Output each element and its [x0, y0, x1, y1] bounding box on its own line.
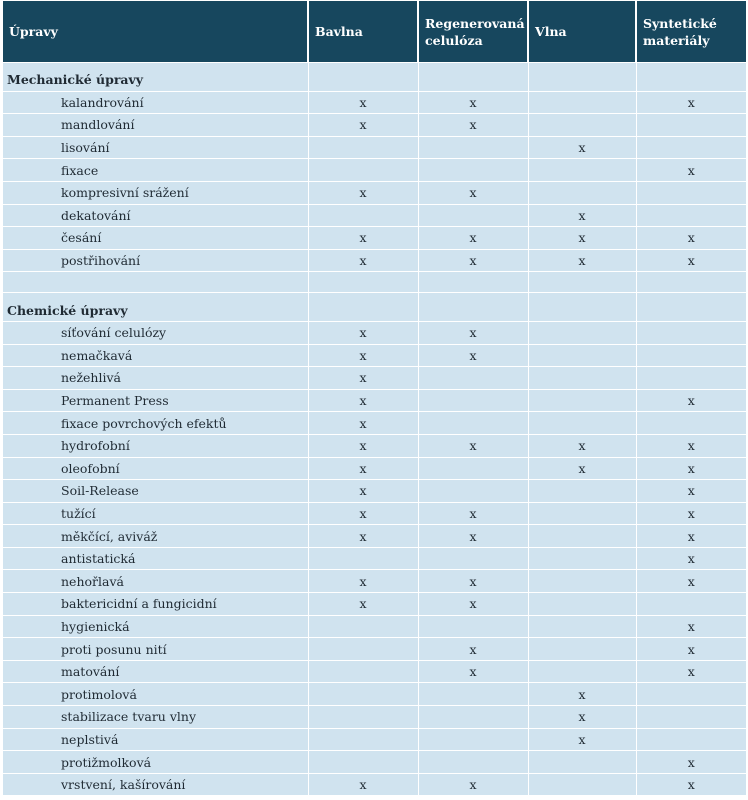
mark-regenerated-cellulose — [418, 547, 528, 570]
mark-cotton: x — [308, 457, 418, 480]
mark-regenerated-cellulose — [418, 136, 528, 159]
table-row — [3, 249, 746, 272]
treatment-label: protimolová — [3, 683, 308, 706]
table-row — [3, 136, 746, 159]
treatment-label: oleofobní — [3, 457, 308, 480]
mark-wool — [528, 389, 636, 412]
spacer-cell — [308, 272, 418, 293]
mark-regenerated-cellulose: x — [418, 434, 528, 457]
treatment-label: kompresivní srážení — [3, 181, 308, 204]
mark-cotton: x — [308, 344, 418, 367]
treatment-label: matování — [3, 660, 308, 683]
treatment-label: síťování celulózy — [3, 321, 308, 344]
table-body — [3, 63, 746, 796]
mark-wool: x — [528, 706, 636, 729]
mark-wool — [528, 615, 636, 638]
mark-wool: x — [528, 457, 636, 480]
mark-cotton: x — [308, 773, 418, 795]
mark-synthetic — [636, 114, 746, 137]
treatment-label: nežehlivá — [3, 367, 308, 390]
mark-wool: x — [528, 434, 636, 457]
table-row — [3, 91, 746, 114]
mark-synthetic: x — [636, 615, 746, 638]
mark-wool — [528, 525, 636, 548]
table-row — [3, 412, 746, 435]
table-row — [3, 525, 746, 548]
mark-synthetic — [636, 728, 746, 751]
section-empty-cell — [528, 293, 636, 322]
section-empty-cell — [308, 63, 418, 92]
treatment-label: hygienická — [3, 615, 308, 638]
mark-regenerated-cellulose — [418, 389, 528, 412]
mark-wool — [528, 502, 636, 525]
mark-regenerated-cellulose: x — [418, 502, 528, 525]
mark-cotton: x — [308, 91, 418, 114]
mark-regenerated-cellulose: x — [418, 227, 528, 250]
mark-cotton — [308, 204, 418, 227]
mark-regenerated-cellulose — [418, 751, 528, 774]
mark-wool — [528, 181, 636, 204]
mark-cotton — [308, 615, 418, 638]
table-row — [3, 615, 746, 638]
mark-cotton — [308, 547, 418, 570]
mark-synthetic: x — [636, 570, 746, 593]
mark-regenerated-cellulose: x — [418, 773, 528, 795]
mark-cotton: x — [308, 367, 418, 390]
header-treatments: Úpravy — [3, 1, 308, 63]
mark-wool — [528, 91, 636, 114]
mark-synthetic: x — [636, 502, 746, 525]
treatment-label: měkčící, aviváž — [3, 525, 308, 548]
spacer-cell — [636, 272, 746, 293]
mark-synthetic — [636, 683, 746, 706]
mark-synthetic: x — [636, 227, 746, 250]
mark-wool: x — [528, 204, 636, 227]
mark-wool — [528, 638, 636, 661]
table-row — [3, 434, 746, 457]
treatments-table — [3, 1, 746, 795]
treatment-label: fixace — [3, 159, 308, 182]
mark-regenerated-cellulose: x — [418, 249, 528, 272]
mark-wool — [528, 751, 636, 774]
mark-wool: x — [528, 249, 636, 272]
treatments-table-container — [3, 1, 746, 795]
mark-wool: x — [528, 227, 636, 250]
mark-wool — [528, 114, 636, 137]
mark-cotton: x — [308, 181, 418, 204]
mark-regenerated-cellulose: x — [418, 660, 528, 683]
mark-synthetic: x — [636, 660, 746, 683]
mark-synthetic: x — [636, 638, 746, 661]
mark-regenerated-cellulose: x — [418, 114, 528, 137]
table-row — [3, 181, 746, 204]
mark-wool — [528, 159, 636, 182]
spacer-cell — [528, 272, 636, 293]
mark-wool — [528, 367, 636, 390]
mark-wool: x — [528, 683, 636, 706]
mark-regenerated-cellulose: x — [418, 525, 528, 548]
mark-cotton — [308, 683, 418, 706]
mark-synthetic: x — [636, 525, 746, 548]
treatment-label: proti posunu nití — [3, 638, 308, 661]
table-row — [3, 547, 746, 570]
header-row — [3, 1, 746, 63]
mark-regenerated-cellulose — [418, 683, 528, 706]
table-row — [3, 751, 746, 774]
treatment-label: dekatování — [3, 204, 308, 227]
section-empty-cell — [418, 293, 528, 322]
mark-synthetic — [636, 593, 746, 616]
mark-cotton — [308, 159, 418, 182]
mark-wool: x — [528, 728, 636, 751]
treatment-label: kalandrování — [3, 91, 308, 114]
table-row — [3, 114, 746, 137]
mark-cotton: x — [308, 249, 418, 272]
mark-cotton: x — [308, 114, 418, 137]
mark-wool — [528, 547, 636, 570]
mark-cotton: x — [308, 480, 418, 503]
treatment-label: protižmolková — [3, 751, 308, 774]
mark-cotton: x — [308, 434, 418, 457]
table-row — [3, 321, 746, 344]
mark-cotton — [308, 751, 418, 774]
mark-wool — [528, 773, 636, 795]
mark-regenerated-cellulose — [418, 728, 528, 751]
table-row — [3, 204, 746, 227]
mark-wool — [528, 593, 636, 616]
mark-cotton: x — [308, 227, 418, 250]
mark-wool — [528, 344, 636, 367]
table-row — [3, 502, 746, 525]
mark-regenerated-cellulose: x — [418, 181, 528, 204]
mark-wool — [528, 412, 636, 435]
treatment-label: Soil-Release — [3, 480, 308, 503]
section-empty-cell — [636, 293, 746, 322]
section-header-row — [3, 63, 746, 92]
mark-synthetic: x — [636, 249, 746, 272]
table-row — [3, 706, 746, 729]
mark-synthetic: x — [636, 480, 746, 503]
mark-synthetic — [636, 204, 746, 227]
treatment-label: stabilizace tvaru vlny — [3, 706, 308, 729]
section-empty-cell — [418, 63, 528, 92]
section-empty-cell — [636, 63, 746, 92]
mark-regenerated-cellulose: x — [418, 593, 528, 616]
table-row — [3, 773, 746, 795]
spacer-cell — [3, 272, 308, 293]
mark-cotton: x — [308, 502, 418, 525]
mark-cotton — [308, 638, 418, 661]
header-cotton: Bavlna — [308, 1, 418, 63]
mark-regenerated-cellulose: x — [418, 638, 528, 661]
table-header — [3, 1, 746, 63]
treatment-label: vrstvení, kašírování — [3, 773, 308, 795]
mark-cotton: x — [308, 570, 418, 593]
mark-regenerated-cellulose — [418, 706, 528, 729]
mark-regenerated-cellulose: x — [418, 344, 528, 367]
treatment-label: postřihování — [3, 249, 308, 272]
section-empty-cell — [308, 293, 418, 322]
treatment-label: neplstivá — [3, 728, 308, 751]
mark-regenerated-cellulose — [418, 615, 528, 638]
mark-synthetic: x — [636, 773, 746, 795]
treatment-label: tužící — [3, 502, 308, 525]
section-spacer-row — [3, 272, 746, 293]
header-regenerated-cellulose: Regenerovaná celulóza — [418, 1, 528, 63]
treatment-label: Permanent Press — [3, 389, 308, 412]
spacer-cell — [418, 272, 528, 293]
mark-cotton: x — [308, 321, 418, 344]
mark-synthetic — [636, 367, 746, 390]
mark-regenerated-cellulose — [418, 457, 528, 480]
mark-synthetic: x — [636, 389, 746, 412]
mark-synthetic — [636, 136, 746, 159]
header-wool: Vlna — [528, 1, 636, 63]
mark-regenerated-cellulose: x — [418, 321, 528, 344]
mark-regenerated-cellulose — [418, 159, 528, 182]
mark-synthetic: x — [636, 159, 746, 182]
mark-regenerated-cellulose — [418, 412, 528, 435]
mark-wool — [528, 570, 636, 593]
treatment-label: hydrofobní — [3, 434, 308, 457]
section-header-row — [3, 293, 746, 322]
table-row — [3, 367, 746, 390]
table-row — [3, 728, 746, 751]
section-title: Chemické úpravy — [3, 293, 308, 322]
mark-regenerated-cellulose — [418, 367, 528, 390]
mark-cotton: x — [308, 525, 418, 548]
mark-wool: x — [528, 136, 636, 159]
section-empty-cell — [528, 63, 636, 92]
mark-cotton — [308, 136, 418, 159]
mark-cotton: x — [308, 412, 418, 435]
table-row — [3, 159, 746, 182]
treatment-label: lisování — [3, 136, 308, 159]
mark-synthetic: x — [636, 547, 746, 570]
mark-regenerated-cellulose: x — [418, 570, 528, 593]
table-row — [3, 683, 746, 706]
treatment-label: česání — [3, 227, 308, 250]
table-row — [3, 457, 746, 480]
mark-synthetic — [636, 344, 746, 367]
table-row — [3, 570, 746, 593]
table-row — [3, 480, 746, 503]
mark-synthetic — [636, 181, 746, 204]
mark-wool — [528, 480, 636, 503]
treatment-label: baktericidní a fungicidní — [3, 593, 308, 616]
mark-cotton: x — [308, 389, 418, 412]
mark-synthetic — [636, 321, 746, 344]
table-row — [3, 389, 746, 412]
table-row — [3, 344, 746, 367]
mark-cotton — [308, 728, 418, 751]
mark-cotton — [308, 660, 418, 683]
mark-regenerated-cellulose: x — [418, 91, 528, 114]
treatment-label: nehořlavá — [3, 570, 308, 593]
mark-regenerated-cellulose — [418, 204, 528, 227]
mark-wool — [528, 321, 636, 344]
header-synthetic-materials: Syntetické materiály — [636, 1, 746, 63]
table-row — [3, 593, 746, 616]
treatment-label: nemačkavá — [3, 344, 308, 367]
mark-cotton — [308, 706, 418, 729]
table-row — [3, 227, 746, 250]
mark-synthetic: x — [636, 434, 746, 457]
treatment-label: antistatická — [3, 547, 308, 570]
mark-regenerated-cellulose — [418, 480, 528, 503]
table-row — [3, 638, 746, 661]
mark-synthetic: x — [636, 91, 746, 114]
mark-synthetic — [636, 412, 746, 435]
mark-synthetic: x — [636, 457, 746, 480]
mark-synthetic: x — [636, 751, 746, 774]
treatment-label: fixace povrchových efektů — [3, 412, 308, 435]
mark-synthetic — [636, 706, 746, 729]
mark-wool — [528, 660, 636, 683]
mark-cotton: x — [308, 593, 418, 616]
table-row — [3, 660, 746, 683]
treatment-label: mandlování — [3, 114, 308, 137]
section-title: Mechanické úpravy — [3, 63, 308, 92]
